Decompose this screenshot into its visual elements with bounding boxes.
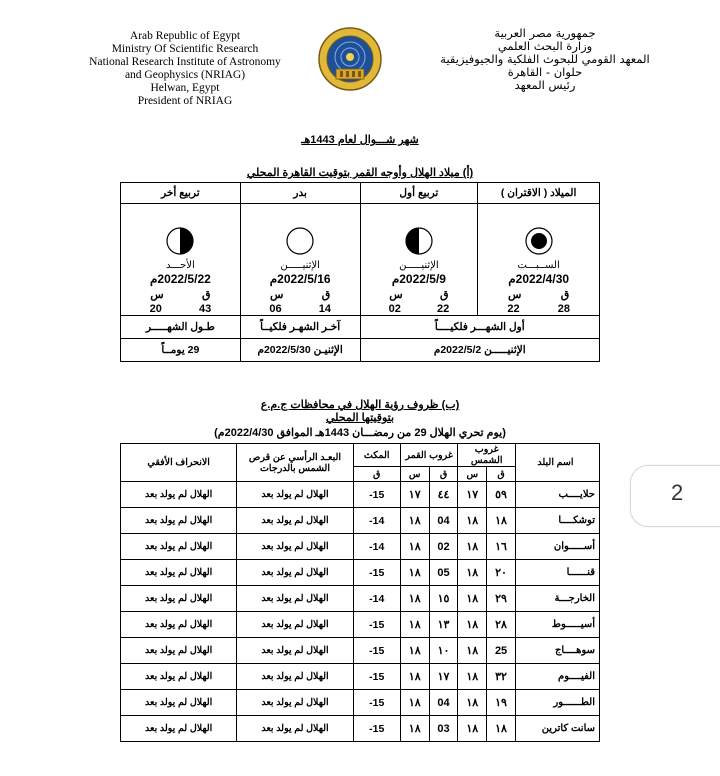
s-label: س	[389, 289, 403, 301]
phase-name: بدر	[240, 183, 360, 204]
moonset-hours: ١٨	[400, 586, 429, 612]
last-quarter-icon	[165, 226, 195, 256]
sunset-hours: ١٨	[458, 508, 487, 534]
city-name: أسيـــــوط	[515, 612, 599, 638]
header-english	[40, 30, 330, 108]
section-b-day-line: (يوم تحري الهلال 29 من رمضـــان 1443هـ الموافق 2022/4/30م)	[214, 427, 506, 439]
mukth-minutes: 14-	[353, 586, 400, 612]
city-name: سانت كاترين	[515, 716, 599, 742]
sunset-hours: ١٨	[458, 664, 487, 690]
sub-q: ق	[487, 467, 516, 482]
page-number-badge[interactable]	[630, 465, 720, 527]
phase-minutes: 28	[557, 303, 570, 315]
moonset-minutes: ١٠	[429, 638, 458, 664]
horizontal-deviation: الهلال لم يولد بعد	[121, 508, 237, 534]
header-ar-line: وزارة البحث العلمي	[497, 39, 593, 53]
sunset-minutes: 25	[487, 638, 516, 664]
mukth-minutes: 14-	[353, 508, 400, 534]
phase-hours: 20	[149, 303, 162, 315]
moonset-minutes: ١٣	[429, 612, 458, 638]
mukth-minutes: 15-	[353, 560, 400, 586]
s-label: س	[269, 289, 284, 301]
col-city: اسم البلد	[515, 444, 599, 482]
month-length-value: 29 يومــاً	[121, 339, 241, 362]
q-label: ق	[202, 289, 211, 301]
moonset-minutes: 02	[429, 534, 458, 560]
sunset-minutes: ١٨	[487, 508, 516, 534]
last-day-value: الإثنيـن 2022/5/30م	[240, 339, 360, 362]
vertical-distance: الهلال لم يولد بعد	[237, 664, 353, 690]
phase-cell-new-moon	[478, 204, 600, 316]
moonset-hours: ١٨	[400, 560, 429, 586]
sunset-hours: ١٨	[458, 690, 487, 716]
mukth-minutes: 15-	[353, 716, 400, 742]
table-row	[121, 690, 600, 716]
moonset-minutes: ٤٤	[429, 482, 458, 508]
col-vertical: البعـد الرأسي عن قرص الشمس بالدرجات	[237, 444, 353, 482]
header-ar-line: رئيس المعهد	[514, 78, 576, 92]
vertical-distance: الهلال لم يولد بعد	[237, 482, 353, 508]
nriag-logo	[318, 27, 382, 91]
phase-day: الإثنيـــــن	[280, 260, 320, 271]
phase-name: الميلاد ( الاقتران )	[478, 183, 600, 204]
mukth-minutes: 15-	[353, 690, 400, 716]
moonset-minutes: 05	[429, 560, 458, 586]
first-day-value: الإثنيـــــن 2022/5/2م	[360, 339, 599, 362]
mukth-minutes: 15-	[353, 664, 400, 690]
moonset-minutes: ١٧	[429, 664, 458, 690]
header-en-line: President of NRIAG	[137, 95, 233, 107]
city-name: توشكــــا	[515, 508, 599, 534]
q-label: ق	[321, 289, 331, 301]
moonset-hours: ١٨	[400, 664, 429, 690]
section-b-subtitle: بتوقيتها المحلي	[325, 412, 395, 424]
page-number: 2	[671, 480, 684, 505]
header-ar-line: حلوان - القاهرة	[507, 65, 583, 79]
horizontal-deviation: الهلال لم يولد بعد	[121, 664, 237, 690]
moonset-hours: ١٨	[400, 612, 429, 638]
sunset-minutes: ٢٨	[487, 612, 516, 638]
table-row	[121, 664, 600, 690]
sunset-minutes: ١٨	[487, 716, 516, 742]
col-horizontal: الانحراف الأفقي	[121, 444, 237, 482]
phase-hours: 06	[269, 303, 282, 315]
phase-minutes: 14	[318, 303, 331, 315]
table-row	[121, 716, 600, 742]
table-row	[121, 482, 600, 508]
city-name: قنــــــا	[515, 560, 599, 586]
phase-day: الأحـــد	[166, 260, 195, 271]
phase-date: 2022/5/16م	[269, 272, 331, 286]
moonset-hours: ١٧	[400, 482, 429, 508]
city-name: الفيــــوم	[515, 664, 599, 690]
moonset-hours: ١٨	[400, 508, 429, 534]
phase-day: الإثنيـــــن	[399, 260, 439, 271]
mukth-minutes: 14-	[353, 534, 400, 560]
moonset-hours: ١٨	[400, 690, 429, 716]
sunset-hours: ١٨	[458, 586, 487, 612]
sunset-minutes: ٣٢	[487, 664, 516, 690]
moon-phases-table	[120, 182, 600, 362]
sunset-hours: ١٨	[458, 612, 487, 638]
phase-name: تربيع أخر	[121, 183, 241, 204]
visibility-table	[120, 443, 600, 742]
phase-minutes: 43	[198, 303, 212, 315]
horizontal-deviation: الهلال لم يولد بعد	[121, 534, 237, 560]
q-label: ق	[560, 289, 570, 301]
sunset-minutes: ٢٠	[487, 560, 516, 586]
mukth-minutes: 15-	[353, 482, 400, 508]
horizontal-deviation: الهلال لم يولد بعد	[121, 612, 237, 638]
new-moon-icon	[524, 226, 554, 256]
first-quarter-icon	[404, 226, 434, 256]
phase-day: الســبـــت	[517, 260, 560, 271]
header-en-line: Ministry Of Scientific Research	[111, 43, 259, 55]
sub-q: ق	[353, 467, 400, 482]
city-name: حلايــــب	[515, 482, 599, 508]
moonset-minutes: 03	[429, 716, 458, 742]
header-arabic	[430, 27, 660, 92]
s-label: س	[150, 289, 164, 301]
col-mukth: المكث	[353, 444, 400, 467]
horizontal-deviation: الهلال لم يولد بعد	[121, 482, 237, 508]
table-row	[121, 534, 600, 560]
sunset-minutes: ٥٩	[487, 482, 516, 508]
vertical-distance: الهلال لم يولد بعد	[237, 612, 353, 638]
moonset-hours: ١٨	[400, 534, 429, 560]
phase-name: تربيع أول	[360, 183, 478, 204]
vertical-distance: الهلال لم يولد بعد	[237, 508, 353, 534]
moonset-minutes: 04	[429, 508, 458, 534]
table-row	[121, 612, 600, 638]
table-row	[121, 508, 600, 534]
city-name: أســـــوان	[515, 534, 599, 560]
vertical-distance: الهلال لم يولد بعد	[237, 690, 353, 716]
table-row	[121, 560, 600, 586]
table-row	[121, 638, 600, 664]
phase-date: 2022/4/30م	[508, 272, 570, 286]
table-row	[121, 586, 600, 612]
vertical-distance: الهلال لم يولد بعد	[237, 586, 353, 612]
phase-date: 2022/5/22م	[149, 272, 211, 286]
moonset-hours: ١٨	[400, 716, 429, 742]
city-name: الخارجـــة	[515, 586, 599, 612]
moonset-hours: ١٨	[400, 638, 429, 664]
col-sunset: غروب الشمس	[458, 444, 516, 467]
vertical-distance: الهلال لم يولد بعد	[237, 716, 353, 742]
vertical-distance: الهلال لم يولد بعد	[237, 534, 353, 560]
sunset-minutes: ١٦	[487, 534, 516, 560]
sunset-hours: ١٨	[458, 534, 487, 560]
section-b-title: (ب) ظروف رؤية الهلال في محافظات ج.م.ع	[260, 399, 460, 411]
sunset-minutes: ١٩	[487, 690, 516, 716]
phase-hours: 22	[507, 303, 520, 315]
sunset-hours: ١٨	[458, 638, 487, 664]
phase-minutes: 22	[436, 303, 450, 315]
moonset-minutes: 04	[429, 690, 458, 716]
q-label: ق	[440, 289, 449, 301]
horizontal-deviation: الهلال لم يولد بعد	[121, 690, 237, 716]
city-name: الطــــــور	[515, 690, 599, 716]
phase-hours: 02	[388, 303, 401, 315]
vertical-distance: الهلال لم يولد بعد	[237, 560, 353, 586]
first-day-label: أول الشهـــر فلكيــــاً	[360, 316, 599, 339]
phase-date: 2022/5/9م	[391, 272, 446, 286]
section-a-title: (أ) ميلاد الهلال وأوجه القمر بتوقيت القاهرة المحلي	[246, 167, 474, 179]
sunset-hours: ١٨	[458, 560, 487, 586]
header-en-line: Arab Republic of Egypt	[129, 30, 241, 42]
sunset-hours: ١٧	[458, 482, 487, 508]
header-en-line: and Geophysics (NRIAG)	[124, 69, 246, 81]
phase-cell-full-moon	[240, 204, 360, 316]
mukth-minutes: 15-	[353, 638, 400, 664]
sub-s: س	[400, 467, 429, 482]
moonset-minutes: ١٥	[429, 586, 458, 612]
header-ar-line: المعهد القومي للبحوث الفلكية والجيوفيزيقية	[440, 52, 650, 66]
horizontal-deviation: الهلال لم يولد بعد	[121, 560, 237, 586]
full-moon-icon	[285, 226, 315, 256]
mukth-minutes: 15-	[353, 612, 400, 638]
city-name: سوهــــاج	[515, 638, 599, 664]
horizontal-deviation: الهلال لم يولد بعد	[121, 586, 237, 612]
s-label: س	[507, 289, 522, 301]
phase-cell-last-quarter	[121, 204, 241, 316]
col-moonset: غروب القمر	[400, 444, 458, 467]
header-en-line: National Research Institute of Astronomy	[89, 56, 281, 68]
vertical-distance: الهلال لم يولد بعد	[237, 638, 353, 664]
header-en-line: Helwan, Egypt	[150, 82, 220, 94]
sub-s: س	[458, 467, 487, 482]
sunset-hours: ١٨	[458, 716, 487, 742]
page-title: شهر شـــوال لعام 1443هـ	[301, 134, 419, 146]
sub-q: ق	[429, 467, 458, 482]
last-day-label: آخـر الشهـر فلكيــاً	[240, 316, 360, 339]
month-length-label: طـول الشهـــــر	[121, 316, 241, 339]
horizontal-deviation: الهلال لم يولد بعد	[121, 716, 237, 742]
sunset-minutes: ٢٩	[487, 586, 516, 612]
phase-cell-first-quarter	[360, 204, 478, 316]
horizontal-deviation: الهلال لم يولد بعد	[121, 638, 237, 664]
header-ar-line: جمهورية مصر العربية	[494, 26, 596, 40]
